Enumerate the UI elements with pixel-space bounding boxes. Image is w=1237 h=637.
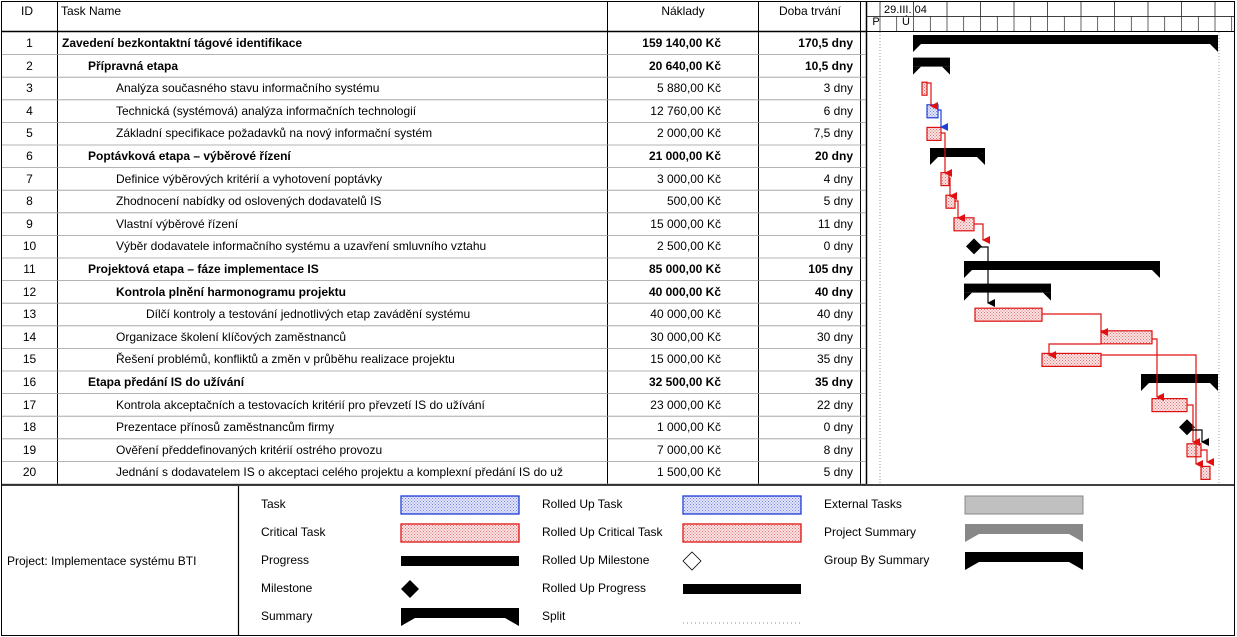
- legend-symbol-task: [683, 496, 801, 514]
- task-cost: 21 000,00 Kč: [648, 149, 721, 163]
- task-name[interactable]: Projektová etapa – fáze implementace IS: [88, 262, 319, 276]
- task-id: 1: [26, 36, 33, 50]
- task-cost: 85 000,00 Kč: [648, 262, 721, 276]
- task-duration: 40 dny: [816, 307, 853, 322]
- task-duration: 10,5 dny: [804, 58, 853, 73]
- legend-label-summary: Summary: [261, 609, 313, 623]
- task-id: 20: [22, 465, 37, 480]
- timescale-week-label: 29.III. 04: [884, 4, 927, 16]
- task-cost: 2 000,00 Kč: [656, 126, 721, 141]
- task-bar-15: [1042, 353, 1101, 366]
- task-bar-17: [1152, 399, 1187, 412]
- legend-symbol-hollow-diamond: [683, 552, 701, 570]
- task-duration: 40 dny: [814, 284, 853, 299]
- task-duration: 3 dny: [823, 81, 853, 96]
- task-name[interactable]: Analýza současného stavu informačního systému: [116, 81, 380, 96]
- legend-symbol-summary: [401, 608, 519, 626]
- column-header-cost[interactable]: Náklady: [661, 4, 705, 18]
- dependency-link-19-20: [1201, 450, 1207, 462]
- task-duration: 30 dny: [816, 329, 853, 344]
- task-duration: 35 dny: [814, 375, 853, 389]
- task-cost: 40 000,00 Kč: [648, 284, 721, 299]
- task-name[interactable]: Výběr dodavatele informačního systému a uzavření smluvního vztahu: [116, 239, 487, 254]
- timescale-day-u: Ú: [902, 16, 910, 28]
- task-name[interactable]: Řešení problémů, konfliktů a změn v průběhu realizace projektu: [116, 352, 455, 367]
- task-name[interactable]: Prezentace přínosů zaměstnancům firmy: [116, 420, 335, 435]
- task-id: 3: [26, 81, 33, 96]
- dependency-link-9-10: [974, 224, 983, 240]
- task-name[interactable]: Dílčí kontroly a testování jednotlivých etap zavádění systému: [146, 307, 471, 322]
- legend-symbol-group-summary: [965, 552, 1083, 570]
- summary-bar-task-6: [930, 148, 985, 165]
- task-duration: 22 dny: [816, 397, 853, 412]
- task-name[interactable]: Kontrola plnění harmonogramu projektu: [116, 284, 347, 299]
- task-name[interactable]: Přípravná etapa: [88, 58, 179, 73]
- dependency-link-13-14: [1042, 314, 1101, 332]
- task-id: 11: [23, 262, 36, 276]
- task-name[interactable]: Etapa předání IS do užívání: [88, 375, 245, 389]
- dependency-link-17-19: [1187, 405, 1193, 442]
- task-id: 5: [26, 126, 33, 141]
- task-id: 6: [26, 149, 33, 163]
- column-header-duration[interactable]: Doba trvání: [778, 4, 842, 18]
- task-id: 18: [22, 420, 37, 435]
- timescale-day-p: P: [872, 16, 880, 28]
- dependency-link-15-20: [1101, 355, 1196, 464]
- legend-label-milestone: Milestone: [261, 581, 313, 595]
- task-cost: 23 000,00 Kč: [650, 397, 721, 412]
- legend-label-progress: Progress: [261, 553, 310, 567]
- legend-symbol-external: [965, 496, 1083, 514]
- task-cost: 5 880,00 Kč: [656, 81, 721, 96]
- task-name[interactable]: Organizace školení klíčových zaměstnanců: [116, 329, 347, 344]
- task-duration: 35 dny: [816, 352, 853, 367]
- legend-label-group-summary: Group By Summary: [824, 553, 930, 567]
- dependency-link-5-7: [941, 133, 945, 173]
- task-id: 10: [22, 239, 37, 254]
- task-cost: 12 760,00 Kč: [650, 103, 721, 118]
- task-bar-5: [927, 127, 941, 140]
- task-name[interactable]: Technická (systémová) analýza informačních technologií: [116, 103, 417, 118]
- task-id: 15: [22, 352, 37, 367]
- task-cost: 3 000,00 Kč: [656, 171, 721, 186]
- task-duration: 6 dny: [823, 103, 853, 118]
- task-duration: 105 dny: [808, 262, 853, 276]
- legend-symbol-progress: [683, 584, 801, 594]
- task-name[interactable]: Poptávková etapa – výběrové řízení: [88, 149, 291, 163]
- legend-symbol-progress: [401, 556, 519, 566]
- column-header-task-name[interactable]: Task Name: [61, 4, 122, 18]
- dependency-link-14-15: [1049, 344, 1101, 355]
- milestone-task-10: [966, 238, 982, 254]
- legend-label-split: Split: [542, 609, 566, 623]
- task-id: 12: [22, 284, 37, 299]
- legend-label-task: Task: [261, 497, 286, 511]
- task-id: 9: [26, 216, 33, 231]
- task-bar-3: [922, 82, 927, 95]
- task-bar-20: [1201, 466, 1210, 479]
- task-name[interactable]: Kontrola akceptačních a testovacích kritérií pro převzetí IS do užívání: [116, 397, 485, 412]
- dependency-link-18-19: [1187, 430, 1202, 442]
- task-id: 8: [26, 194, 33, 209]
- task-duration: 5 dny: [823, 194, 853, 209]
- task-duration: 0 dny: [823, 420, 853, 435]
- task-id: 2: [26, 58, 33, 73]
- task-duration: 11 dny: [817, 216, 853, 231]
- task-cost: 40 000,00 Kč: [650, 307, 721, 322]
- summary-bar-task-11: [964, 261, 1160, 278]
- legend-symbol-critical-task: [683, 524, 801, 542]
- task-duration: 20 dny: [814, 149, 853, 163]
- task-cost: 2 500,00 Kč: [656, 239, 721, 254]
- task-name[interactable]: Vlastní výběrové řízení: [116, 216, 239, 231]
- legend-label-critical-task: Critical Task: [261, 525, 326, 539]
- task-bar-7: [941, 173, 949, 186]
- task-duration: 170,5 dny: [798, 36, 853, 50]
- summary-bar-task-16: [1141, 374, 1218, 391]
- task-bar-4: [927, 105, 938, 118]
- legend-symbol-critical-task: [401, 524, 519, 542]
- task-id: 19: [22, 442, 37, 457]
- task-cost: 30 000,00 Kč: [650, 329, 721, 344]
- task-cost: 7 000,00 Kč: [656, 442, 721, 457]
- dependency-link-3-4: [927, 83, 931, 106]
- legend-symbol-project-summary: [965, 524, 1083, 542]
- legend-symbol-task: [401, 496, 519, 514]
- milestone-task-18: [1179, 419, 1195, 435]
- task-cost: 20 640,00 Kč: [648, 58, 721, 73]
- task-name[interactable]: Zhodnocení nabídky od oslovených dodavatelů IS: [116, 194, 382, 209]
- task-bar-14: [1101, 331, 1152, 344]
- legend-label-critical-task: Rolled Up Critical Task: [542, 525, 663, 539]
- legend-label-hollow-diamond: Rolled Up Milestone: [542, 553, 650, 567]
- summary-bar-task-1: [913, 35, 1218, 52]
- task-id: 16: [22, 375, 37, 389]
- dependency-link-4-5: [938, 110, 941, 127]
- task-name[interactable]: Jednání s dodavatelem IS o akceptaci celého projektu a komplexní předání IS do už: [116, 465, 563, 480]
- task-duration: 5 dny: [823, 465, 853, 480]
- task-bar-13: [975, 308, 1042, 321]
- task-cost: 1 000,00 Kč: [656, 420, 721, 435]
- task-cost: 15 000,00 Kč: [650, 352, 721, 367]
- task-cost: 1 500,00 Kč: [656, 465, 721, 480]
- legend-label-external: External Tasks: [824, 497, 902, 511]
- task-cost: 500,00 Kč: [666, 194, 721, 209]
- column-header-id[interactable]: ID: [21, 4, 33, 18]
- task-duration: 7,5 dny: [813, 126, 853, 141]
- summary-bar-task-12: [964, 284, 1051, 301]
- task-cost: 15 000,00 Kč: [650, 216, 721, 231]
- legend-symbol-milestone: [401, 580, 419, 598]
- task-id: 4: [26, 103, 33, 118]
- dependency-link-7-8: [949, 178, 950, 196]
- task-duration: 8 dny: [823, 442, 853, 457]
- task-cost: 32 500,00 Kč: [648, 375, 721, 389]
- task-name[interactable]: Základní specifikace požadavků na nový informační systém: [116, 126, 433, 141]
- legend-project-name: Project: Implementace systému BTI: [7, 554, 197, 568]
- task-bar-19: [1187, 444, 1201, 457]
- task-duration: 0 dny: [823, 239, 853, 254]
- task-bar-9: [954, 218, 974, 231]
- task-duration: 4 dny: [823, 171, 853, 186]
- legend-label-task: Rolled Up Task: [542, 497, 623, 511]
- summary-bar-task-2: [913, 58, 950, 75]
- task-name[interactable]: Ověření předdefinovaných kritérií ostrého provozu: [116, 442, 383, 457]
- task-id: 7: [26, 171, 33, 186]
- legend-label-progress: Rolled Up Progress: [542, 581, 647, 595]
- task-name[interactable]: Zavedení bezkontaktní tágové identifikace: [62, 36, 303, 50]
- task-name[interactable]: Definice výběrových kritérií a vyhotovení poptávky: [116, 171, 383, 186]
- task-id: 13: [22, 307, 37, 322]
- task-bar-8: [946, 195, 955, 208]
- dependency-link-14-17: [1152, 339, 1157, 397]
- task-cost: 159 140,00 Kč: [642, 36, 721, 50]
- dependency-link-8-9: [955, 201, 958, 218]
- task-id: 17: [22, 397, 37, 412]
- task-id: 14: [22, 329, 37, 344]
- legend-label-project-summary: Project Summary: [824, 525, 917, 539]
- dependency-link-10-13: [974, 247, 988, 303]
